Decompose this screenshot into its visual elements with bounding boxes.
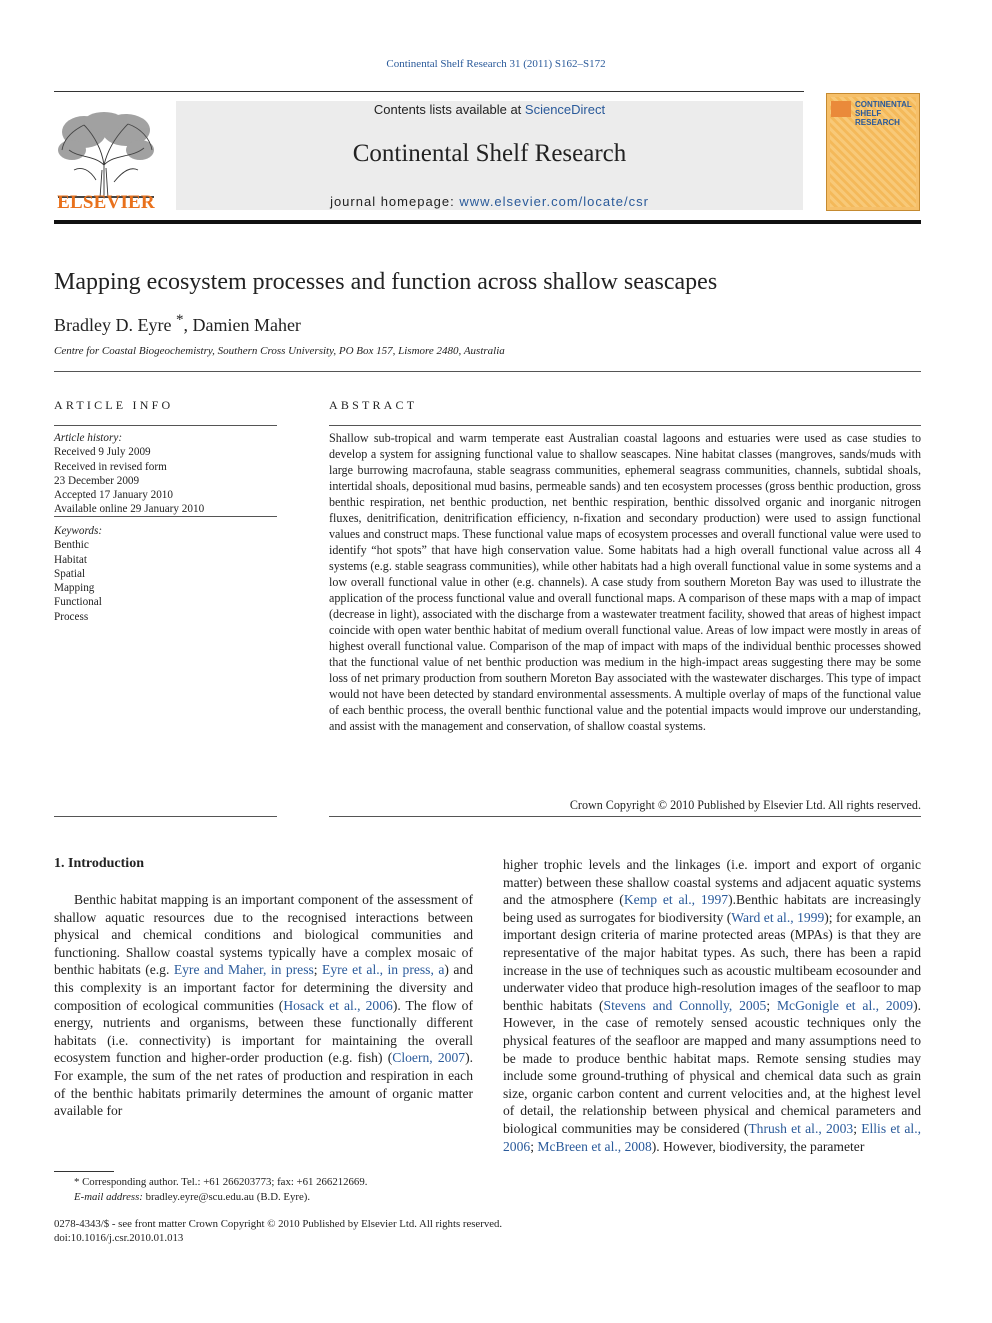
ref-hosack[interactable]: Hosack et al., 2006 (283, 997, 393, 1013)
article-history (54, 431, 277, 517)
ref-kemp[interactable]: Kemp et al., 1997 (623, 892, 729, 908)
ref-cloern[interactable]: Cloern, 2007 (392, 1050, 466, 1066)
contents-line (176, 102, 803, 117)
abstract-copyright: Crown Copyright © 2010 Published by Elsevier Ltd. All rights reserved. (569, 798, 921, 812)
ref-eyre-maher[interactable]: Eyre and Maher, in press (173, 962, 314, 978)
ref-separator: ; (853, 1120, 862, 1136)
intro-right-column (503, 856, 921, 1155)
article-info-heading: ARTICLE INFO (54, 398, 174, 412)
ref-separator: ; (313, 962, 323, 978)
email-note (54, 1190, 473, 1205)
keyword-item: Process (54, 610, 89, 623)
homepage-line (176, 194, 803, 209)
ref-separator: ; (766, 997, 777, 1013)
affiliation-rule (54, 371, 921, 372)
journal-citation[interactable]: Continental Shelf Research 31 (2011) S162–S172 (386, 58, 606, 70)
ref-ward[interactable]: Ward et al., 1999 (731, 909, 825, 925)
cover-title-line-2: SHELF RESEARCH (855, 109, 900, 127)
intro-text: ). The flow of energy, nutrients and organisms, between these functionally different habitats (i.e. connectivity) is important for maintaining the overall ecosystem function and higher-order production (e.g. fish) ( (54, 997, 473, 1066)
ref-mcgonigle[interactable]: McGonigle et al., 2009 (776, 997, 914, 1013)
intro-text: ). However, biodiversity, the parameter (651, 1138, 865, 1154)
author-list (54, 312, 301, 336)
ref-separator: ; (530, 1138, 538, 1154)
cover-logo-mark (831, 101, 851, 117)
contents-prefix: Contents lists available at (373, 102, 525, 117)
article-info-bottom-rule (54, 816, 277, 817)
corresponding-author-mark[interactable]: * (175, 312, 184, 328)
footnotes (54, 1175, 473, 1204)
corresponding-author-note: * Corresponding author. Tel.: +61 266203773; fax: +61 266212669. (74, 1176, 368, 1188)
cover-title-line-1: CONTINENTAL (855, 100, 912, 109)
cover-title (855, 100, 919, 127)
email-label: E-mail address: (74, 1190, 143, 1203)
history-item: Received 9 July 2009 (54, 446, 151, 459)
elsevier-wordmark: ELSEVIER (57, 192, 155, 213)
doi-line[interactable]: doi:10.1016/j.csr.2010.01.013 (54, 1232, 184, 1245)
journal-cover-thumbnail (826, 93, 920, 211)
intro-text: ). However, in the case of remotely sensed acoustic techniques only the physical features of the seafloor are mapped and many assumptions need to be made to produce benthic habitat maps. Remote sensing studies may include some ground-truthing of physical and chemical data such as grain size, organic carbon content and current velocities and, at the highest level of detail, the relationship between physical and chemical parameters and biological communities may be considered ( (503, 997, 921, 1136)
intro-text: Benthic habitat mapping is an important component of the assessment of shallow aquatic resources due to the recognised interactions between physical and chemical conditions and biological communities and functioning. Shallow coastal systems typically have a complex mosaic of benthic habitats (e.g. (54, 892, 473, 978)
abstract-top-rule (329, 425, 921, 426)
ref-ellis[interactable]: Ellis et al., 2006 (503, 1120, 922, 1154)
intro-text: ) and this complexity is an important factor for determining the diversity and composition of ecological communities ( (54, 962, 473, 1013)
homepage-prefix: journal homepage: (330, 194, 460, 209)
affiliation: Centre for Coastal Biogeochemistry, Southern Cross University, PO Box 157, Lismore 2480, Australia (54, 345, 505, 357)
article-info-top-rule (54, 425, 277, 426)
introduction-heading: 1. Introduction (54, 856, 144, 871)
abstract-heading: ABSTRACT (329, 398, 418, 412)
issn-line: 0278-4343/$ - see front matter Crown Copyright © 2010 Published by Elsevier Ltd. All rights reserved. (54, 1218, 503, 1230)
keywords-label: Keywords: (54, 525, 103, 537)
intro-text: higher trophic levels and the linkages (i.e. import and export of organic matter) between these shallow coastal systems and adjacent aquatic systems and the atmosphere ( (503, 857, 921, 908)
keywords (54, 524, 277, 624)
abstract-bottom-rule (329, 816, 921, 817)
history-item: Accepted 17 January 2010 (54, 489, 173, 502)
intro-text: ). For example, the sum of the net rates of production and respiration in each of the benthic habitats primarily determines the amount of organic matter available for (54, 1050, 474, 1119)
article-info-mid-rule (54, 516, 277, 517)
email-value[interactable]: bradley.eyre@scu.edu.au (B.D. Eyre). (142, 1190, 311, 1203)
keyword-item: Spatial (54, 567, 86, 580)
footnote-rule (54, 1171, 114, 1172)
keyword-item: Benthic (54, 539, 89, 552)
author-eyre[interactable]: Bradley D. Eyre (54, 315, 172, 335)
abstract-text: Shallow sub-tropical and warm temperate east Australian coastal lagoons and estuaries were used as case studies to develop a system for assigning functional value to shallow seascapes. Nine habitat classes (mangroves, sands/muds with large burrowing macrofauna, stable seagrass communities, ephemeral seagrass communities, channels, subtidal shoals, intertidal shoals, depositional mud basins, permeable sands) and ten ecosystem processes (gross benthic production, gross benthic respiration, net benthic production, net benthic respiration, benthic dissolved organic and inorganic nitrogen fluxes, denitrification, denitrification efficiency, n-fixation and secondary production) were used to assign functional values and construct maps. These functional value maps of ecosystem processes and overall functional value were used to identify “hot spots” that have high conservation value. Some habitats had a high overall functional value across all 4 systems (e.g. stable seagrass communities), while other habitats had a high overall functional value in some systems and a low overall functional value in other (e.g. channels). A case study from southern Moreton Bay was used to illustrate the application of the process functional value and overall functional maps. A comparison of these maps with a map of impact (decrease in light), associated with the discharge from a wastewater treatment facility, showed that areas of highest impact coincide with open water benthic habitat of medium overall functional value. Areas of low impact were mostly in areas of highest overall functional value. Comparison of the map of impact with maps of the individual benthic processes showed that the functional value of net benthic production was medium in the high-impact areas suggesting there may be some loss of net primary production from southern Moreton Bay associated with the wastewater discharges. This type of impact would not have been detected by standard environmental assessments. A multiple overlay of maps of the functional value of each benthic process, the overall benthic functional value and the potential impacts would improve our understanding, and assist with the management and conservation, of shallow coastal systems. (329, 431, 921, 733)
history-item: Received in revised form (54, 460, 167, 473)
header-thick-rule (54, 220, 921, 224)
ref-thrush[interactable]: Thrush et al., 2003 (748, 1120, 854, 1136)
sciencedirect-link[interactable]: ScienceDirect (524, 102, 606, 117)
intro-text: ); for example, an important design criteria of marine protected areas (MPAs) is that they are representative of the major habitat types. As such, there has been a rapid increase in the use of techniques such as acoustic multibeam ecosounder and underwater video that produce high-resolution images of the seafloor to map benthic habitats ( (503, 909, 921, 1013)
homepage-link[interactable]: www.elsevier.com/locate/csr (459, 194, 649, 209)
ref-mcbreen[interactable]: McBreen et al., 2008 (537, 1138, 652, 1154)
author-maher[interactable]: , Damien Maher (183, 315, 301, 335)
intro-left-column (54, 891, 473, 1120)
front-matter-lines (54, 1217, 654, 1245)
history-label: Article history: (54, 432, 123, 444)
keyword-item: Habitat (54, 553, 87, 566)
ref-eyre-etal[interactable]: Eyre et al., in press, a (322, 962, 445, 978)
keyword-item: Functional (54, 596, 102, 609)
keyword-item: Mapping (54, 582, 95, 595)
ref-stevens[interactable]: Stevens and Connolly, 2005 (603, 997, 767, 1013)
intro-text: ).Benthic habitats are increasingly being used as surrogates for biodiversity ( (503, 892, 921, 925)
history-item: Available online 29 January 2010 (54, 503, 205, 516)
header-top-rule (54, 91, 804, 92)
journal-title: Continental Shelf Research (352, 140, 627, 167)
history-item: 23 December 2009 (54, 474, 140, 487)
article-title: Mapping ecosystem processes and function across shallow seascapes (54, 269, 718, 295)
